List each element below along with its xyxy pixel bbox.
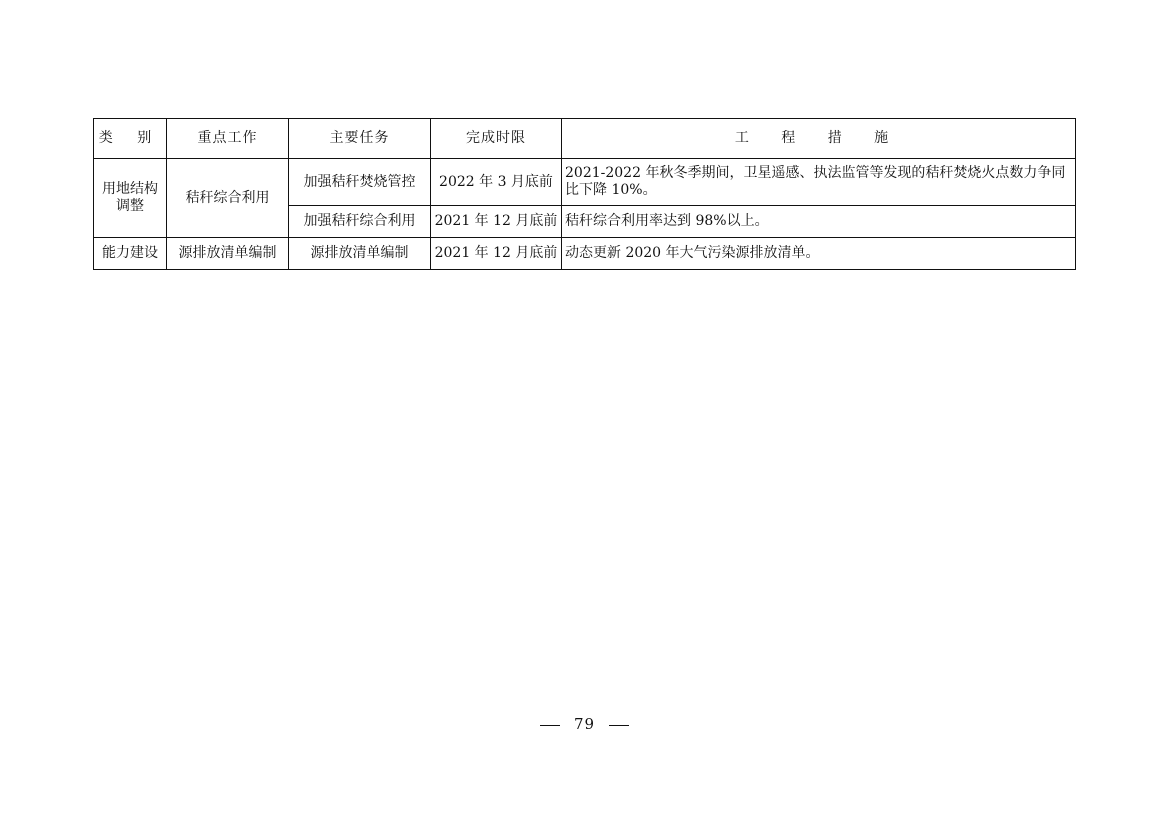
- table-row: [94, 159, 1076, 206]
- table-row: [94, 238, 1076, 270]
- page-footer: [0, 715, 1169, 733]
- header-measure: 工 程 措 施: [562, 119, 1076, 159]
- header-task: 主要任务: [289, 119, 431, 159]
- cell-measure: 秸秆综合利用率达到 98%以上。: [562, 206, 1076, 238]
- cell-key-work: 秸秆综合利用: [167, 159, 289, 238]
- cell-deadline: 2021 年 12 月底前: [431, 206, 562, 238]
- cell-key-work: 源排放清单编制: [167, 238, 289, 270]
- cell-task: 加强秸秆综合利用: [289, 206, 431, 238]
- measures-table: [93, 118, 1076, 270]
- cell-deadline: 2022 年 3 月底前: [431, 159, 562, 206]
- header-deadline: 完成时限: [431, 119, 562, 159]
- cell-deadline: 2021 年 12 月底前: [431, 238, 562, 270]
- footer-dash-right: [609, 725, 629, 726]
- cell-measure: 2021-2022 年秋冬季期间，卫星遥感、执法监管等发现的秸秆焚烧火点数力争同比下降 10%。: [562, 159, 1076, 206]
- cell-task: 加强秸秆焚烧管控: [289, 159, 431, 206]
- header-category: 类 别: [94, 119, 167, 159]
- cell-task: 源排放清单编制: [289, 238, 431, 270]
- page-number: 79: [573, 715, 596, 733]
- header-key-work: 重点工作: [167, 119, 289, 159]
- cell-measure: 动态更新 2020 年大气污染源排放清单。: [562, 238, 1076, 270]
- cell-category: 用地结构调整: [94, 159, 167, 238]
- footer-dash-left: [540, 725, 560, 726]
- cell-category: 能力建设: [94, 238, 167, 270]
- table-header-row: [94, 119, 1076, 159]
